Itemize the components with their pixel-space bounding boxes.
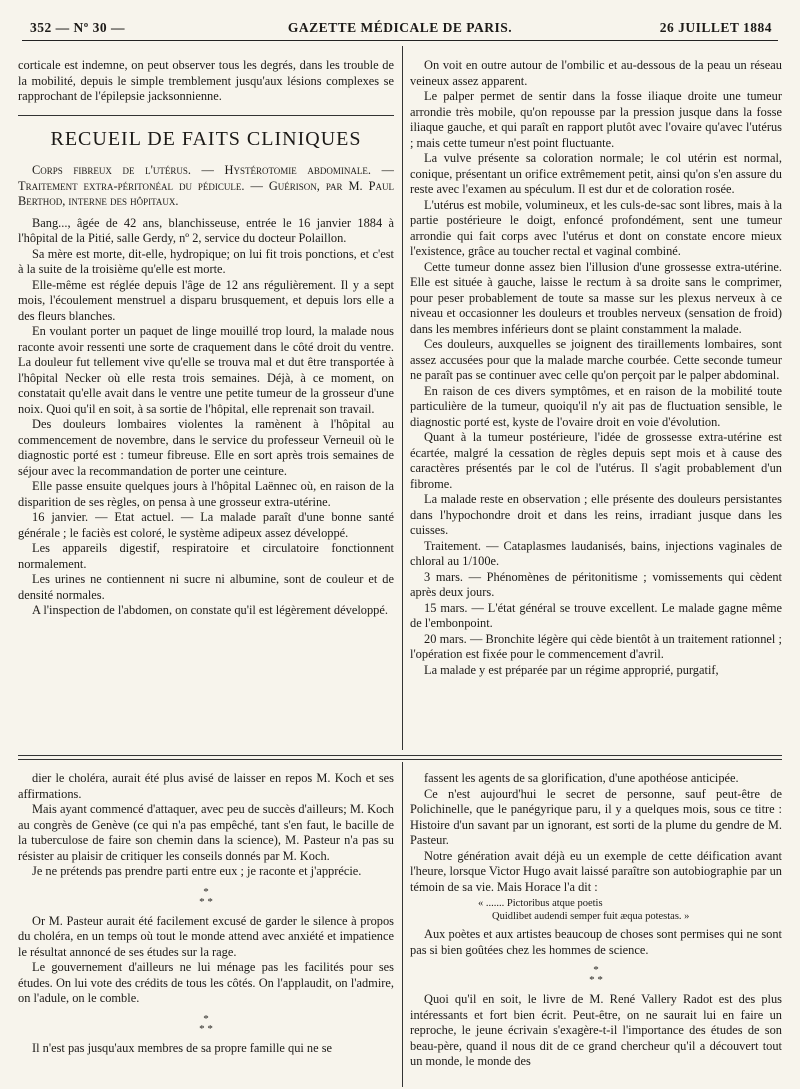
case-title: Corps fibreux de l'utérus. — Hystérotomie abdominale. — Traitement extra-péritonéal du pédicule. — Guérison, par M. Paul Berthod, interne des hôpitaux. bbox=[18, 163, 394, 208]
paragraph: Mais ayant commencé d'attaquer, avec peu de succès d'ailleurs; M. Koch au congrès de Genève (ce qui n'a pas empêché, tant s'en faut, le bacille de la tuberculose de faire son chemin dans la science), M. Pasteur n'a pas su résister au plaisir de critiquer les conseils donnés par M. Koch. bbox=[18, 802, 394, 863]
paragraph: Il n'est pas jusqu'aux membres de sa propre famille qui ne se bbox=[32, 1040, 333, 1055]
paragraph: Traitement. — Cataplasmes laudanisés, bains, injections vaginales de chloral au 1/100e. bbox=[410, 538, 782, 568]
section-divider bbox=[18, 755, 782, 756]
paragraph: La malade reste en observation ; elle présente des douleurs persistantes dans l'hypochondre droit et dans les reins, irradiant jusque dans les cuisses. bbox=[410, 492, 782, 537]
paragraph: Les appareils digestif, respiratoire et circulatoire fonctionnent normalement. bbox=[18, 541, 394, 571]
paragraph: Or M. Pasteur aurait été facilement excusé de garder le silence à propos du choléra, en un temps où tout le monde attend avec anxiété et impatience le résultat annoncé de ses études sur la rage. bbox=[18, 913, 394, 959]
paragraph-list bbox=[410, 927, 782, 958]
page-header bbox=[22, 18, 778, 41]
paragraph: Elle passe ensuite quelques jours à l'hôpital Laënnec où, en raison de la disparition de ses règles, on pensa à une grosseur extra-utérine. bbox=[18, 479, 394, 509]
paragraph: L'utérus est mobile, volumineux, et les culs-de-sac sont libres, mais à la partie postérieure le doigt, enfoncé profondément, sent une tumeur arrondie qui fait corps avec l'utérus et dont on constate encore mieux l'existence, grâce au toucher rectal et vaginal combiné. bbox=[410, 197, 782, 258]
paragraph: Quant à la tumeur postérieure, l'idée de grossesse extra-utérine est écartée, malgré la cessation de règles depuis sept mois et à cause des caractères présentés par le col de l'utérus. Il s'agit probablement d'un fibrome. bbox=[410, 430, 782, 491]
column-divider bbox=[402, 762, 403, 1087]
paragraph-list bbox=[18, 771, 394, 880]
paragraph: Ce n'est aujourd'hui le secret de personne, sauf peut-être de Polichinelle, que le panégyrique paru, il y a quelques mois, sous ce titre : Histoire d'un savant par un ignorant, est sorti de la plume du gendre de M. Pasteur. bbox=[410, 786, 782, 847]
paragraph: Bang..., âgée de 42 ans, blanchisseuse, entrée le 16 janvier 1884 à l'hôpital de la Pitié, salle Gerdy, nº 2, service du docteur Polaillon. bbox=[18, 215, 394, 245]
latin-quote bbox=[478, 897, 782, 923]
column-top-left bbox=[18, 58, 394, 746]
masthead: GAZETTE MÉDICALE DE PARIS. bbox=[287, 20, 513, 35]
paragraph-list bbox=[410, 992, 782, 1070]
paragraph: Cette tumeur donne assez bien l'illusion d'une grossesse extra-utérine. Elle est située à gauche, laisse le rectum à sa droite sans le comprimer, pour peser probablement de toute sa masse sur les plexus nerveux à ce niveau et occasionner les douleurs et troubles nerveux (sensation de froid) dans les membres inférieurs dont se plaint constamment la malade. bbox=[410, 259, 782, 336]
column-divider bbox=[402, 46, 403, 750]
asterism: * * * bbox=[199, 885, 213, 908]
quote-line: « ....... Pictoribus atque poetis bbox=[478, 898, 603, 909]
paragraph-list bbox=[18, 1041, 394, 1057]
paragraph: En raison de ces divers symptômes, et en raison de la mobilité toute particulière de la tumeur, quoiqu'il n'y ait pas de fluctuation sensible, le diagnostic porté est, kyste de l'ovaire droit en voie d'évolution. bbox=[410, 383, 782, 429]
paragraph: Sa mère est morte, dit-elle, hydropique; on lui fit trois ponctions, et c'est à la suite de la troisième qu'elle est morte. bbox=[18, 246, 394, 276]
section-divider bbox=[18, 759, 782, 760]
paragraph: 16 janvier. — Etat actuel. — La malade paraît d'une bonne santé générale ; le faciès est coloré, le système adipeux assez développé. bbox=[18, 510, 394, 540]
column-bottom-left bbox=[18, 771, 394, 1087]
paragraph: Aux poètes et aux artistes beaucoup de choses sont permises qui ne sont pas si bien goûtées chez les hommes de science. bbox=[410, 927, 782, 957]
paragraph: On voit en outre autour de l'ombilic et au-dessous de la peau un réseau veineux assez apparent. bbox=[410, 58, 782, 88]
paragraph-list bbox=[18, 216, 394, 619]
column-bottom-right bbox=[410, 771, 782, 1087]
column-top-right bbox=[410, 58, 782, 746]
paragraph: En voulant porter un paquet de linge mouillé trop lourd, la malade nous raconte avoir ressenti une sorte de craquement dans le côté droit du ventre. La douleur fut tellement vive qu'elle se trouva mal et dut être transportée à l'hôpital Necker où elle resta trois semaines. Déjà, à ce moment, on constatait qu'elle avait dans le ventre une petite tumeur de la grosseur d'une noix. Quoi qu'il en soit, à sa sortie de l'hôpital, elle reprenait son travail. bbox=[18, 324, 394, 416]
paragraph: Notre génération avait déjà eu un exemple de cette déification avant l'heure, lorsque Victor Hugo avait laissé paraître son autobiographie par un témoin de sa vie. Mais Horace l'a dit : bbox=[410, 848, 782, 894]
intro-paragraph: corticale est indemne, on peut observer tous les degrés, dans les trouble de la mobilité, depuis le simple tremblement jusqu'aux lésions complexes se rapprochant de l'épilepsie jacksonnienne. bbox=[18, 58, 394, 103]
paragraph: 20 mars. — Bronchite légère qui cède bientôt à un traitement rationnel ; l'opération est fixée pour le commencement d'avril. bbox=[410, 631, 782, 661]
paragraph-list bbox=[18, 914, 394, 1007]
quote-line: Quidlibet audendi semper fuit æqua potestas. » bbox=[492, 911, 690, 922]
section-title: RECUEIL DE FAITS CLINIQUES bbox=[50, 127, 362, 150]
paragraph: Elle-même est réglée depuis l'âge de 12 ans régulièrement. Il y a sept mois, l'écoulement menstruel a disparu brusquement, et depuis lors elle a des fleurs blanches. bbox=[18, 277, 394, 323]
paragraph: La malade y est préparée par un régime approprié, purgatif, bbox=[424, 662, 719, 677]
asterism: * * * bbox=[199, 1012, 213, 1035]
paragraph: Le gouvernement d'ailleurs ne lui ménage pas les facilités pour ses études. On lui vote des crédits de tous les côtés. On l'applaudit, on l'admire, on l'adule, on le comble. bbox=[18, 960, 394, 1005]
paragraph: Quoi qu'il en soit, le livre de M. René Vallery Radot est des plus intéressants et fort bien écrit. Peut-être, on ne saurait lui en faire un reproche, le jeune écrivain s'exagère-t-il l'importance des études de son beau-père, quand il nous dit de ce grand chercheur qu'il a découvert tout un monde, le monde des bbox=[410, 992, 782, 1068]
paragraph: Je ne prétends pas prendre parti entre eux ; je raconte et j'apprécie. bbox=[32, 864, 362, 878]
paragraph: fassent les agents de sa glorification, d'une apothéose anticipée. bbox=[424, 771, 739, 785]
asterism: * * * bbox=[589, 964, 603, 986]
paragraph: A l'inspection de l'abdomen, on constate qu'il est légèrement développé. bbox=[32, 603, 388, 617]
page-number: 352 — Nº 30 — bbox=[30, 20, 125, 35]
paragraph: Les urines ne contiennent ni sucre ni albumine, sont de couleur et de densité normales. bbox=[18, 572, 394, 602]
paragraph: 15 mars. — L'état général se trouve excellent. Le malade gagne même de l'embonpoint. bbox=[410, 600, 782, 630]
paragraph: Des douleurs lombaires violentes la ramènent à l'hôpital au commencement de novembre, dans le service du professeur Verneuil où le diagnostic porté est : tumeur fibreuse. Elle en sort après trois semaines de séjour avec la recommandation de porter une ceinture. bbox=[18, 417, 394, 478]
paragraph: La vulve présente sa coloration normale; le col utérin est normal, conique, présentant un orifice extrêmement petit, ainsi qu'on s'en assure du reste avec l'examen au spéculum. Il est dur et de coloration rosée. bbox=[410, 151, 782, 196]
issue-date: 26 JUILLET 1884 bbox=[659, 20, 772, 35]
section-rule bbox=[18, 115, 394, 116]
paragraph-list bbox=[410, 771, 782, 895]
paragraph: dier le choléra, aurait été plus avisé de laisser en repos M. Koch et ses affirmations. bbox=[18, 771, 394, 801]
paragraph: 3 mars. — Phénomènes de péritonitisme ; vomissements qui cèdent après deux jours. bbox=[410, 569, 782, 599]
paragraph: Ces douleurs, auxquelles se joignent des tiraillements lombaires, sont assez accusées pour que la malade marche courbée. Cette seconde tumeur ne paraît pas se continuer avec celle qu'on perçoit par le palper abdominal. bbox=[410, 337, 782, 382]
paragraph-list bbox=[410, 58, 782, 678]
paragraph: Le palper permet de sentir dans la fosse iliaque droite une tumeur arrondie très mobile, qu'on repousse par la pression jusque dans la fosse iliaque gauche, et qui paraît en rapport plutôt avec l'ovaire qu'avec l'utérus ; mais cette tumeur n'est point fluctuante. bbox=[410, 89, 782, 150]
